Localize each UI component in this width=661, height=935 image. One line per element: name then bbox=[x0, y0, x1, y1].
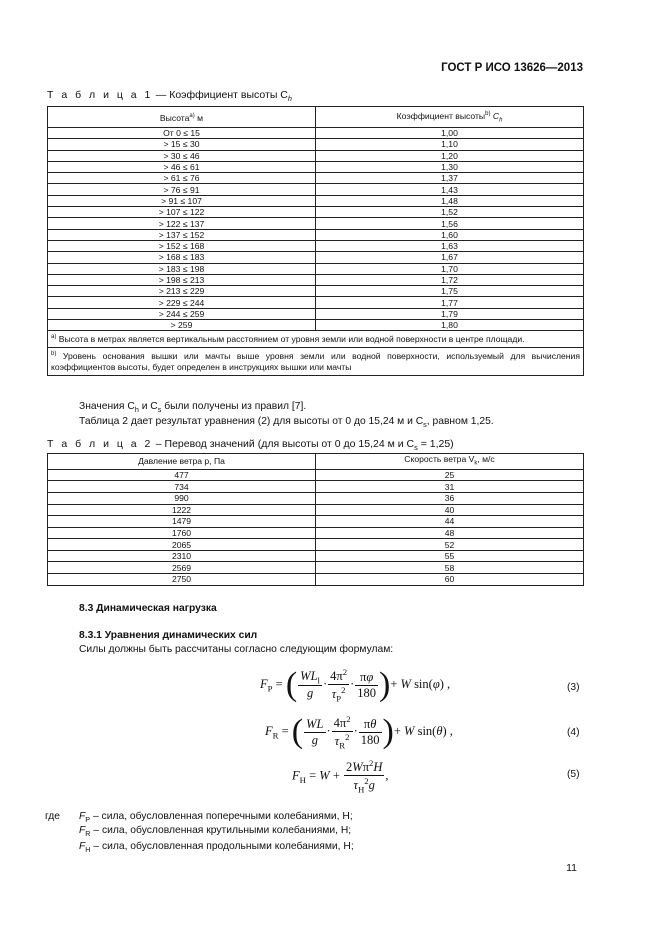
table-cell-key: > 183 ≤ 198 bbox=[48, 263, 316, 274]
symbol-definitions bbox=[45, 810, 354, 857]
table-cell-value: 1,72 bbox=[316, 274, 584, 285]
table-cell-value: 1,56 bbox=[316, 218, 584, 229]
table-cell-key: > 168 ≤ 183 bbox=[48, 252, 316, 263]
table-cell-value: 58 bbox=[316, 562, 584, 574]
table-cell-value: 1,20 bbox=[316, 150, 584, 161]
table-row bbox=[48, 240, 584, 251]
equation-5: $F_H = W$ + $\frac{2W\pi^2H}{\tau_H^2g}$ , bbox=[292, 758, 389, 795]
table-cell-key: 2750 bbox=[48, 574, 316, 586]
table-cell-value: 1,30 bbox=[316, 161, 584, 172]
table-cell-key: > 15 ≤ 30 bbox=[48, 139, 316, 150]
subsection-heading-dynamic-equations: 8.3.1 Уравнения динамических сил bbox=[79, 630, 258, 641]
table-row bbox=[48, 286, 584, 297]
table-cell-key: > 198 ≤ 213 bbox=[48, 274, 316, 285]
table-cell-key: > 107 ≤ 122 bbox=[48, 207, 316, 218]
table-row bbox=[48, 527, 584, 539]
table-row bbox=[48, 308, 584, 319]
table-cell-key: 1222 bbox=[48, 504, 316, 516]
table-row bbox=[48, 504, 584, 516]
table-row bbox=[48, 150, 584, 161]
definition-row-p: где $F_P$ – сила, обусловленная поперечными колебаниями, Н; bbox=[45, 811, 353, 825]
equation-3: $F_P$ = ( $\frac{WL_l}{g}$ · $\frac{4\pi^2}{\tau_P^2}$ · $\frac{\pi\varphi}{180}$ )+ W sin(φ) , bbox=[260, 666, 451, 704]
table-row bbox=[48, 574, 584, 586]
table-cell-value: 1,79 bbox=[316, 308, 584, 319]
table-row bbox=[48, 128, 584, 139]
table-cell-value: 36 bbox=[316, 492, 584, 504]
table-cell-key: 2065 bbox=[48, 539, 316, 551]
table-cell-value: 40 bbox=[316, 504, 584, 516]
table1-col-coef: Коэффициент высоты$^{b)}$ $C_h$ bbox=[316, 107, 584, 128]
table-cell-value: 1,37 bbox=[316, 173, 584, 184]
table-cell-key: 2310 bbox=[48, 550, 316, 562]
definition-where: где bbox=[45, 811, 61, 822]
table-cell-value: 60 bbox=[316, 574, 584, 586]
table-cell-key: 1760 bbox=[48, 527, 316, 539]
table2-caption: Т а б л и ц а 2 – Перевод значений (для высоты от 0 до 15,24 м и $C_s = 1,25$) bbox=[47, 438, 454, 453]
table-cell-value: 1,43 bbox=[316, 184, 584, 195]
table-cell-key: > 244 ≤ 259 bbox=[48, 308, 316, 319]
table1-caption bbox=[47, 89, 292, 103]
table-cell-value: 1,77 bbox=[316, 297, 584, 308]
paragraph-values-source: Значения $C_h$ и $C_s$ были получены из правил [7]. bbox=[79, 401, 307, 415]
table-row bbox=[48, 207, 584, 218]
table-row bbox=[48, 252, 584, 263]
page-number: 11 bbox=[566, 862, 577, 874]
table-cell-key: > 122 ≤ 137 bbox=[48, 218, 316, 229]
table-cell-value: 1,67 bbox=[316, 252, 584, 263]
wind-conversion-table bbox=[47, 453, 584, 586]
table-cell-value: 1,48 bbox=[316, 195, 584, 206]
table1-col-height: Высота$^{a)}$ м bbox=[48, 107, 316, 128]
paragraph-table2-intro: Таблица 2 дает результат уравнения (2) для высоты от 0 до 15,24 м и $C_s$, равном 1,25. bbox=[79, 416, 494, 430]
table1-caption-sub: h bbox=[287, 94, 292, 104]
table-cell-value: 31 bbox=[316, 481, 584, 493]
table-cell-value: 1,10 bbox=[316, 139, 584, 150]
section-intro-text: Силы должны быть рассчитаны согласно следующим формулам: bbox=[79, 644, 394, 655]
table-row bbox=[48, 469, 584, 481]
table-cell-key: 990 bbox=[48, 492, 316, 504]
equation-5-number: (5) bbox=[567, 769, 580, 780]
table-row bbox=[48, 539, 584, 551]
table-row bbox=[48, 516, 584, 528]
table1-caption-label: Т а б л и ц а 1 bbox=[47, 89, 153, 101]
table-row bbox=[48, 139, 584, 150]
table-cell-value: 1,52 bbox=[316, 207, 584, 218]
table-cell-key: > 76 ≤ 91 bbox=[48, 184, 316, 195]
document-header: ГОСТ Р ИСО 13626—2013 bbox=[441, 62, 583, 74]
table-cell-key: 734 bbox=[48, 481, 316, 493]
table-cell-key: > 229 ≤ 244 bbox=[48, 297, 316, 308]
table1-footnote-b: $^{b)}$ Уровень основания вышки или мачты выше уровня земли или водной поверхности, используемый для вычисления коэффициентов высоты, будет определен в инструкциях вышки или мачты bbox=[48, 347, 584, 375]
table-cell-key: 477 bbox=[48, 469, 316, 481]
table-cell-key: > 46 ≤ 61 bbox=[48, 161, 316, 172]
table-cell-key: > 61 ≤ 76 bbox=[48, 173, 316, 184]
table-row bbox=[48, 263, 584, 274]
table-cell-key: От 0 ≤ 15 bbox=[48, 128, 316, 139]
table-cell-key: 2569 bbox=[48, 562, 316, 574]
table-cell-value: 48 bbox=[316, 527, 584, 539]
table-cell-value: 1,00 bbox=[316, 128, 584, 139]
table-cell-key: > 259 bbox=[48, 320, 316, 331]
table-row bbox=[48, 184, 584, 195]
table-cell-value: 1,80 bbox=[316, 320, 584, 331]
table-row bbox=[48, 195, 584, 206]
table-cell-value: 1,60 bbox=[316, 229, 584, 240]
table-row bbox=[48, 173, 584, 184]
table-cell-value: 44 bbox=[316, 516, 584, 528]
table-row bbox=[48, 492, 584, 504]
table2-col-pressure: Давление ветра p, Па bbox=[48, 454, 316, 470]
table-cell-key: > 30 ≤ 46 bbox=[48, 150, 316, 161]
table1-footnote-a: $^{a)}$ Высота в метрах является вертикальным расстоянием от уровня земли или водной поверхности в центре площади. bbox=[48, 331, 584, 347]
table-row bbox=[48, 274, 584, 285]
table1-caption-text: — Коэффициент высоты C bbox=[152, 89, 288, 101]
definition-row-r: $F_R$ – сила, обусловленная крутильными колебаниями, Н; bbox=[79, 824, 352, 838]
table-cell-value: 1,70 bbox=[316, 263, 584, 274]
equation-4: $F_R$ = ( $\frac{WL}{g}$ · $\frac{4\pi^2}{\tau_R^2}$ · $\frac{\pi\theta}{180}$ )+ W sin(θ) , bbox=[265, 713, 453, 751]
table-cell-value: 55 bbox=[316, 550, 584, 562]
table-row bbox=[48, 229, 584, 240]
table-row bbox=[48, 297, 584, 308]
table-cell-value: 25 bbox=[316, 469, 584, 481]
section-heading-dynamic-load: 8.3 Динамическая нагрузка bbox=[79, 603, 217, 614]
height-coefficient-table bbox=[47, 106, 584, 376]
table-cell-key: 1479 bbox=[48, 516, 316, 528]
table-row bbox=[48, 161, 584, 172]
table-cell-value: 1,63 bbox=[316, 240, 584, 251]
table-row bbox=[48, 550, 584, 562]
table-row bbox=[48, 218, 584, 229]
table-cell-key: > 137 ≤ 152 bbox=[48, 229, 316, 240]
table-cell-key: > 213 ≤ 229 bbox=[48, 286, 316, 297]
equation-3-number: (3) bbox=[567, 682, 580, 693]
equation-4-number: (4) bbox=[567, 727, 580, 738]
definition-row-h: $F_H$ – сила, обусловленная продольными колебаниями, Н; bbox=[79, 841, 354, 855]
table-cell-key: > 152 ≤ 168 bbox=[48, 240, 316, 251]
table-cell-value: 1,75 bbox=[316, 286, 584, 297]
table-row bbox=[48, 481, 584, 493]
table-row bbox=[48, 562, 584, 574]
table2-col-speed: Скорость ветра $V_k$, м/с bbox=[316, 454, 584, 470]
table-cell-value: 52 bbox=[316, 539, 584, 551]
table-row bbox=[48, 320, 584, 331]
table-cell-key: > 91 ≤ 107 bbox=[48, 195, 316, 206]
